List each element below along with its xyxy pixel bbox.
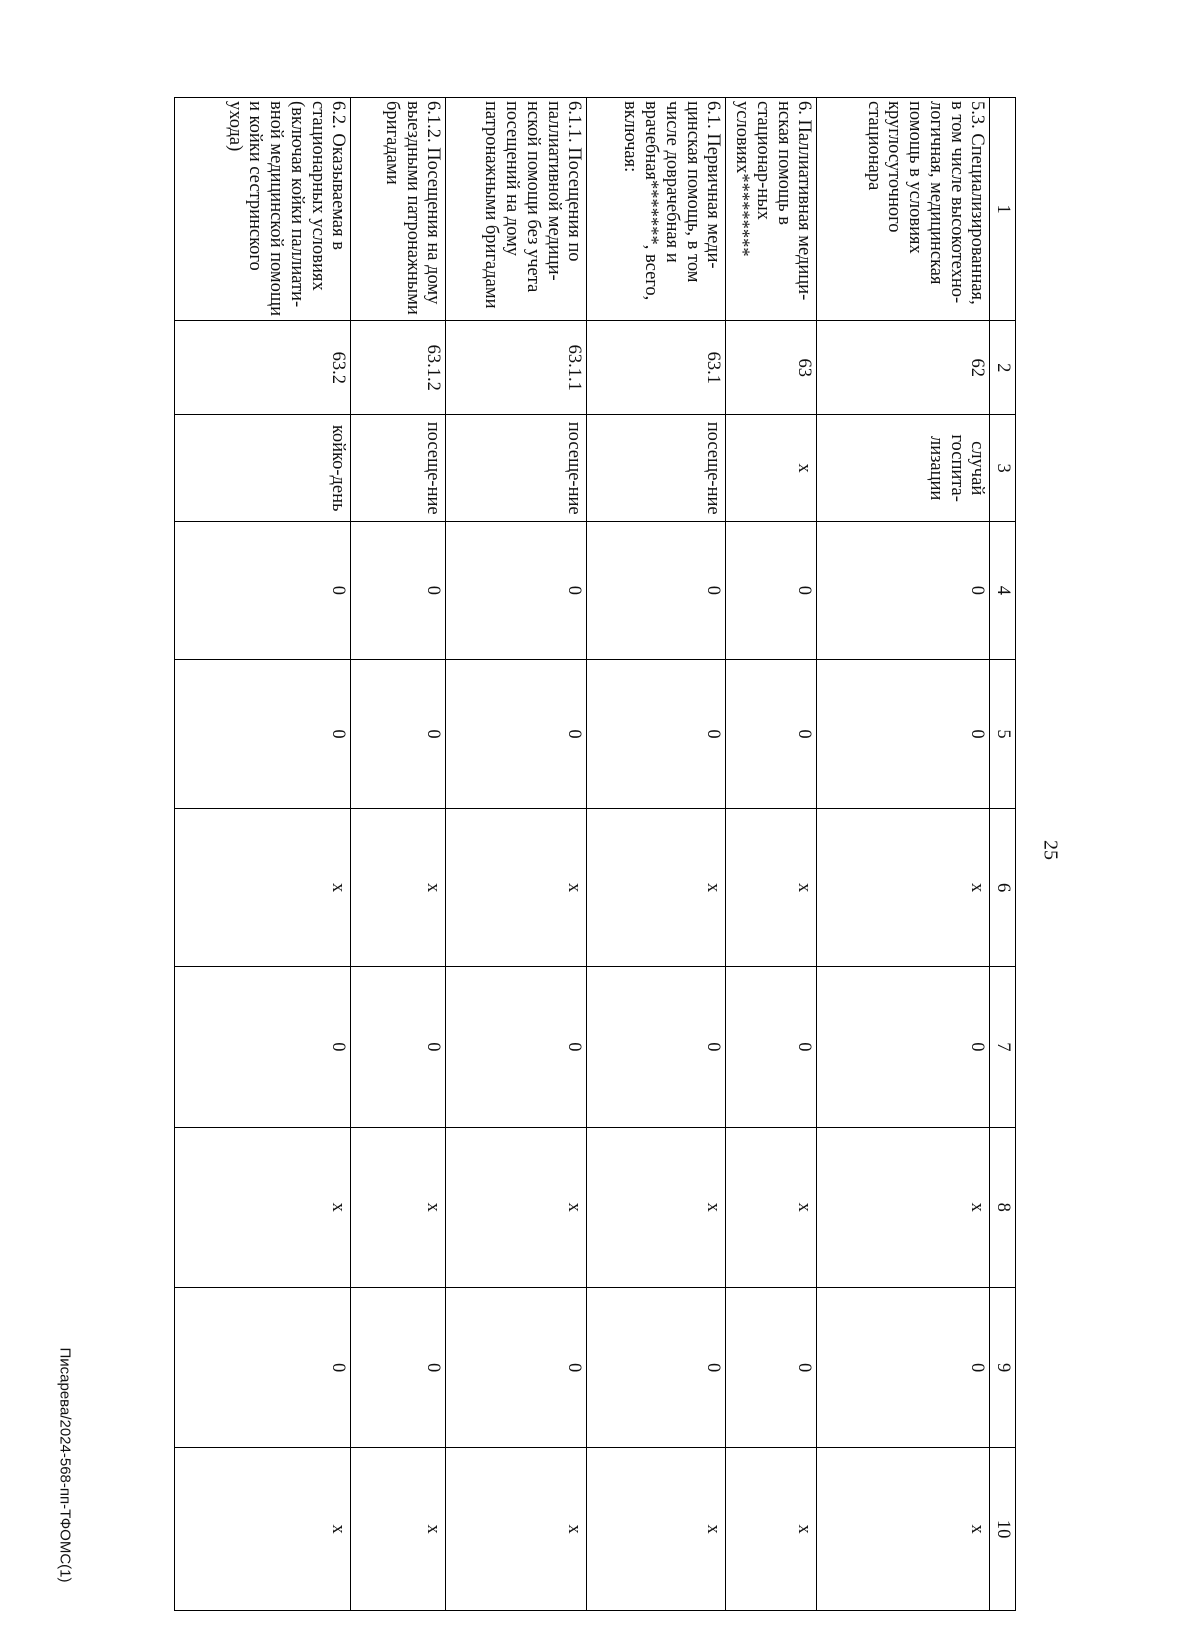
cell-col7: 0 xyxy=(446,967,587,1127)
cell-col6: х xyxy=(587,809,726,967)
cell-col7: 0 xyxy=(351,967,446,1127)
header-cell: 3 xyxy=(990,415,1016,522)
cell-col6: х xyxy=(446,809,587,967)
row-code: 63.1 xyxy=(587,321,726,415)
row-unit: посеще-ние xyxy=(587,415,726,522)
table-row xyxy=(175,98,351,1611)
cell-col9: 0 xyxy=(446,1287,587,1447)
row-description: 6.1.1. Посещения по паллиативной медици-нской помощи без учета посещений на дому патронажными бригадами xyxy=(446,98,587,321)
cell-col8: х xyxy=(587,1127,726,1287)
file-identifier: Писарева/2024-568-пп-ТФОМС(1) xyxy=(56,1347,74,1583)
row-description: 6. Паллиативная медици-нская помощь в стационар-ных условиях********* xyxy=(726,98,817,321)
cell-col6: х xyxy=(817,809,990,967)
header-cell: 5 xyxy=(990,659,1016,808)
table-row xyxy=(817,98,990,1611)
cell-col9: 0 xyxy=(351,1287,446,1447)
cell-col5: 0 xyxy=(587,659,726,808)
cell-col5: 0 xyxy=(817,659,990,808)
cell-col9: 0 xyxy=(587,1287,726,1447)
table-row xyxy=(726,98,817,1611)
table-header-row xyxy=(990,98,1016,1611)
header-cell: 2 xyxy=(990,321,1016,415)
cell-col4: 0 xyxy=(351,521,446,659)
row-code: 63.1.2 xyxy=(351,321,446,415)
header-cell: 10 xyxy=(990,1448,1016,1611)
cell-col7: 0 xyxy=(175,967,351,1127)
cell-col9: 0 xyxy=(175,1287,351,1447)
cell-col4: 0 xyxy=(587,521,726,659)
cell-col7: 0 xyxy=(726,967,817,1127)
cell-col5: 0 xyxy=(726,659,817,808)
cell-col10: х xyxy=(175,1448,351,1611)
data-table xyxy=(174,97,1016,1611)
cell-col7: 0 xyxy=(587,967,726,1127)
cell-col10: х xyxy=(351,1448,446,1611)
cell-col10: х xyxy=(587,1448,726,1611)
header-cell: 6 xyxy=(990,809,1016,967)
cell-col7: 0 xyxy=(817,967,990,1127)
cell-col4: 0 xyxy=(446,521,587,659)
cell-col5: 0 xyxy=(175,659,351,808)
cell-col5: 0 xyxy=(446,659,587,808)
header-cell: 9 xyxy=(990,1287,1016,1447)
row-unit: х xyxy=(726,415,817,522)
cell-col8: х xyxy=(817,1127,990,1287)
header-cell: 1 xyxy=(990,98,1016,321)
row-unit: посеще-ние xyxy=(446,415,587,522)
row-description: 6.1. Первичная меди-цинская помощь, в том числе доврачебная и врачебная*******, всего, включая: xyxy=(587,98,726,321)
header-cell: 7 xyxy=(990,967,1016,1127)
row-code: 63.1.1 xyxy=(446,321,587,415)
cell-col10: х xyxy=(446,1448,587,1611)
cell-col5: 0 xyxy=(351,659,446,808)
row-description: 6.2. Оказываемая в стационарных условиях (включая койки паллиати-вной медицинской помощи и койки сестринского ухода) xyxy=(175,98,351,321)
row-code: 62 xyxy=(817,321,990,415)
cell-col4: 0 xyxy=(726,521,817,659)
table-row xyxy=(446,98,587,1611)
row-unit: посеще-ние xyxy=(351,415,446,522)
cell-col4: 0 xyxy=(175,521,351,659)
cell-col6: х xyxy=(351,809,446,967)
cell-col8: х xyxy=(726,1127,817,1287)
cell-col10: х xyxy=(726,1448,817,1611)
table-row xyxy=(587,98,726,1611)
cell-col9: 0 xyxy=(817,1287,990,1447)
cell-col10: х xyxy=(817,1448,990,1611)
table-container xyxy=(178,97,1016,1611)
row-description: 6.1.2. Посещения на дому выездными патронажными бригадами xyxy=(351,98,446,321)
cell-col6: х xyxy=(726,809,817,967)
row-description: 5.3. Специализированная, в том числе высокотехно-логичная, медицинская помощь в условиях круглосуточного стационара xyxy=(817,98,990,321)
row-code: 63 xyxy=(726,321,817,415)
cell-col8: х xyxy=(446,1127,587,1287)
cell-col8: х xyxy=(175,1127,351,1287)
header-cell: 4 xyxy=(990,521,1016,659)
row-unit: случай госпита-лизации xyxy=(817,415,990,522)
row-unit: койко-день xyxy=(175,415,351,522)
cell-col4: 0 xyxy=(817,521,990,659)
page-number: 25 xyxy=(1039,840,1062,860)
cell-col9: 0 xyxy=(726,1287,817,1447)
row-code: 63.2 xyxy=(175,321,351,415)
cell-col6: х xyxy=(175,809,351,967)
table-row xyxy=(351,98,446,1611)
cell-col8: х xyxy=(351,1127,446,1287)
header-cell: 8 xyxy=(990,1127,1016,1287)
